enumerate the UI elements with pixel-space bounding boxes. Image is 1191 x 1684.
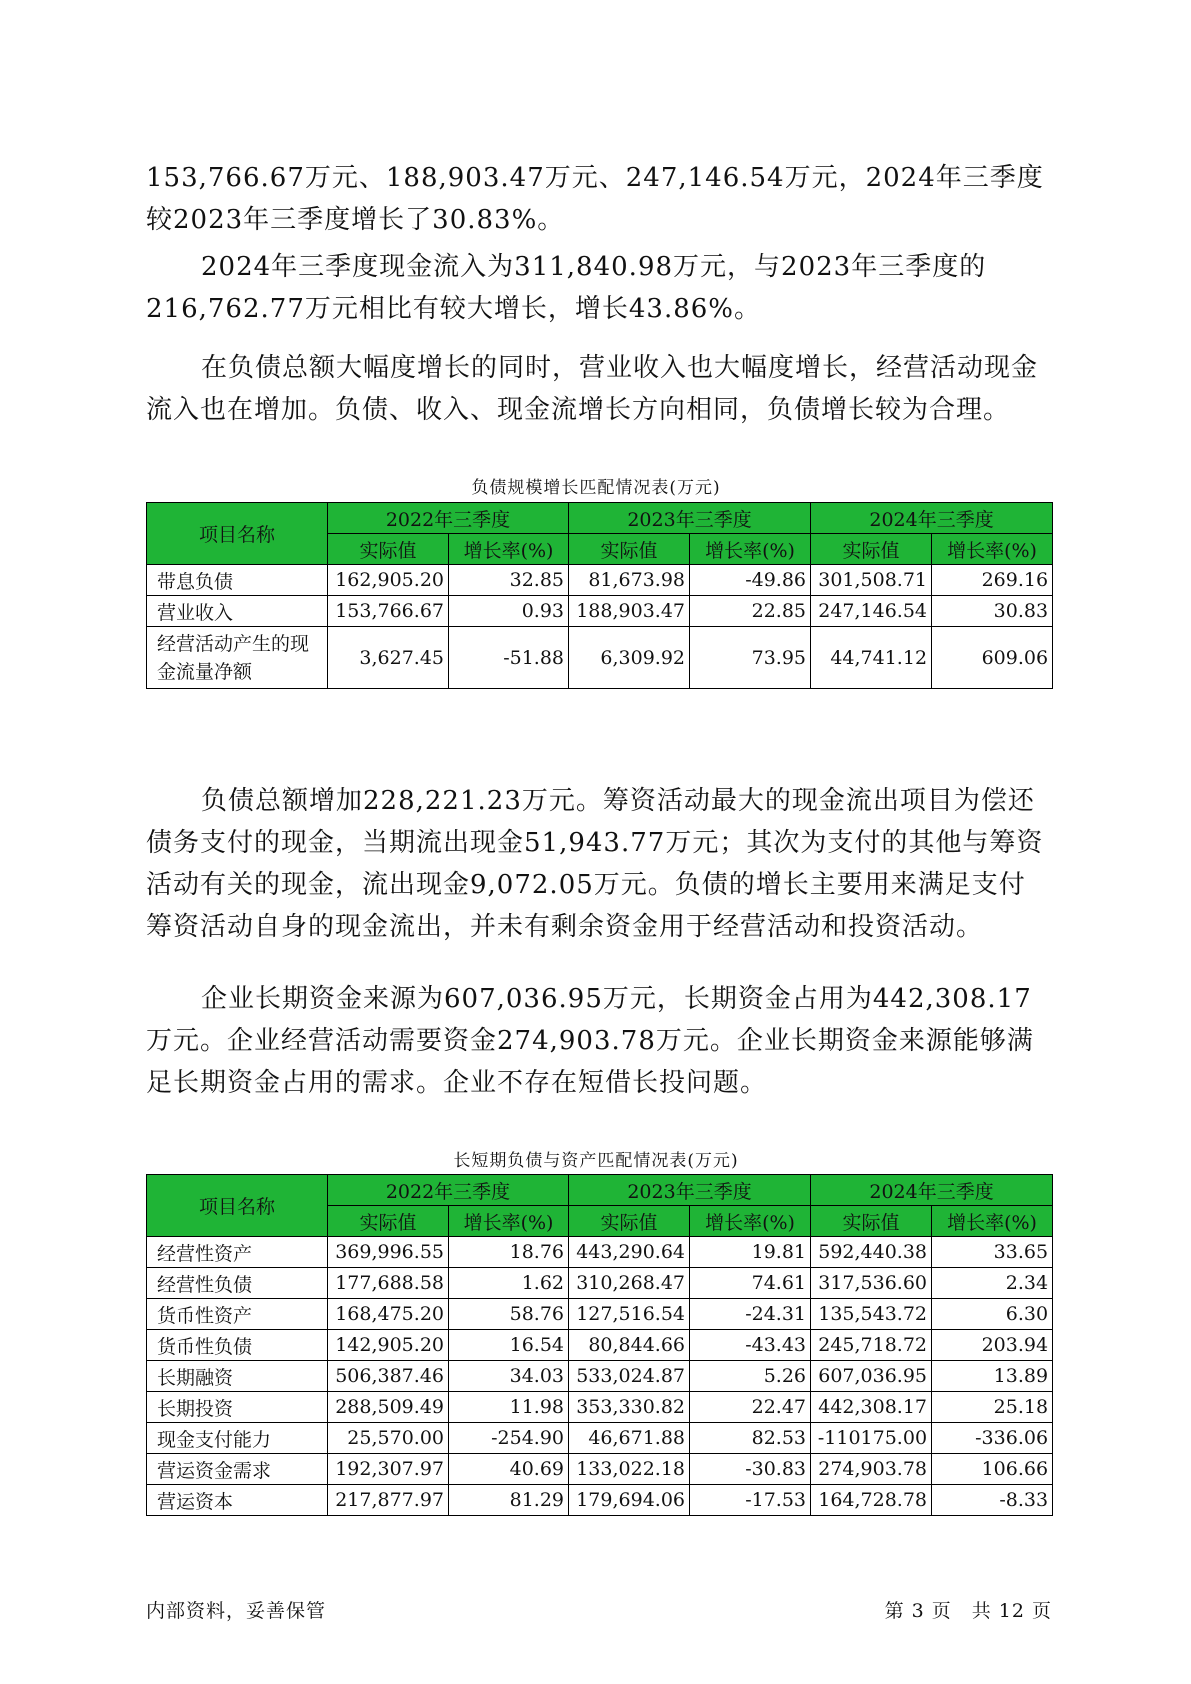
header-item-name: 项目名称 (147, 1175, 328, 1237)
table2-caption: 长短期负债与资产匹配情况表(万元) (453, 1151, 739, 1171)
row-name: 货币性资产 (147, 1299, 328, 1330)
footer-page-number: 第 3 页 共 12 页 (884, 1600, 1052, 1622)
cell-growth: 203.94 (932, 1330, 1053, 1361)
cell-growth: 18.76 (449, 1237, 569, 1268)
cell-actual: 353,330.82 (569, 1392, 690, 1423)
cell-growth: -336.06 (932, 1423, 1053, 1454)
cell-actual: 44,741.12 (811, 627, 932, 689)
header-item-name: 项目名称 (147, 503, 328, 565)
cell-growth: 22.47 (690, 1392, 811, 1423)
row-name: 经营性资产 (147, 1237, 328, 1268)
table-row (147, 1485, 1053, 1516)
cell-growth: 19.81 (690, 1237, 811, 1268)
header-period-2024: 2024年三季度 (811, 503, 1053, 534)
header-period-2023: 2023年三季度 (569, 503, 811, 534)
table-row (147, 1330, 1053, 1361)
cell-growth: 32.85 (449, 565, 569, 596)
cell-actual: 179,694.06 (569, 1485, 690, 1516)
cell-growth: -17.53 (690, 1485, 811, 1516)
cell-actual: 288,509.49 (328, 1392, 449, 1423)
header-actual: 实际值 (569, 534, 690, 565)
cell-growth: -30.83 (690, 1454, 811, 1485)
header-actual: 实际值 (811, 1206, 932, 1237)
paragraph-5: 企业长期资金来源为607,036.95万元，长期资金占用为442,308.17万元。企业经营活动需要资金274,903.78万元。企业长期资金来源能够满足长期资金占用的需求。企业不存在短借长投问题。 (146, 984, 1034, 1098)
header-growth: 增长率(%) (449, 534, 569, 565)
cell-actual: 168,475.20 (328, 1299, 449, 1330)
table-row (147, 1299, 1053, 1330)
table-row (147, 596, 1053, 627)
cell-growth: 11.98 (449, 1392, 569, 1423)
cell-actual: 310,268.47 (569, 1268, 690, 1299)
row-name: 长期投资 (147, 1392, 328, 1423)
table-row (147, 565, 1053, 596)
cell-growth: 82.53 (690, 1423, 811, 1454)
header-actual: 实际值 (328, 534, 449, 565)
cell-growth: -8.33 (932, 1485, 1053, 1516)
cell-growth: 6.30 (932, 1299, 1053, 1330)
cell-actual: 6,309.92 (569, 627, 690, 689)
cell-actual: 127,516.54 (569, 1299, 690, 1330)
cell-growth: 1.62 (449, 1268, 569, 1299)
cell-growth: 22.85 (690, 596, 811, 627)
paragraph-3: 在负债总额大幅度增长的同时，营业收入也大幅度增长，经营活动现金流入也在增加。负债、收入、现金流增长方向相同，负债增长较为合理。 (146, 353, 1039, 425)
cell-growth: 34.03 (449, 1361, 569, 1392)
cell-actual: 301,508.71 (811, 565, 932, 596)
cell-actual: 177,688.58 (328, 1268, 449, 1299)
cell-growth: -254.90 (449, 1423, 569, 1454)
cell-actual: 533,024.87 (569, 1361, 690, 1392)
cell-growth: 33.65 (932, 1237, 1053, 1268)
cell-actual: 133,022.18 (569, 1454, 690, 1485)
header-period-2024: 2024年三季度 (811, 1175, 1053, 1206)
cell-actual: 442,308.17 (811, 1392, 932, 1423)
cell-actual: -110175.00 (811, 1423, 932, 1454)
cell-actual: 164,728.78 (811, 1485, 932, 1516)
cell-growth: -49.86 (690, 565, 811, 596)
table-row (147, 1268, 1053, 1299)
cell-growth: 25.18 (932, 1392, 1053, 1423)
header-growth: 增长率(%) (690, 534, 811, 565)
row-name: 现金支付能力 (147, 1423, 328, 1454)
cell-actual: 25,570.00 (328, 1423, 449, 1454)
footer-confidential-note: 内部资料，妥善保管 (146, 1600, 327, 1622)
header-growth: 增长率(%) (449, 1206, 569, 1237)
cell-growth: -43.43 (690, 1330, 811, 1361)
cell-actual: 443,290.64 (569, 1237, 690, 1268)
cell-actual: 317,536.60 (811, 1268, 932, 1299)
row-name: 营运资本 (147, 1485, 328, 1516)
table1-caption: 负债规模增长匹配情况表(万元) (471, 478, 721, 498)
header-growth: 增长率(%) (690, 1206, 811, 1237)
header-actual: 实际值 (811, 534, 932, 565)
header-actual: 实际值 (328, 1206, 449, 1237)
cell-actual: 142,905.20 (328, 1330, 449, 1361)
paragraph-4: 负债总额增加228,221.23万元。筹资活动最大的现金流出项目为偿还债务支付的现金，当期流出现金51,943.77万元；其次为支付的其他与筹资活动有关的现金，流出现金9,072.05万元。负债的增长主要用来满足支付筹资活动自身的现金流出，并未有剩余资金用于经营活动和投资活动。 (146, 786, 1044, 942)
table-row (147, 1237, 1053, 1268)
cell-actual: 247,146.54 (811, 596, 932, 627)
cell-growth: 269.16 (932, 565, 1053, 596)
table-row (147, 1454, 1053, 1485)
cell-actual: 81,673.98 (569, 565, 690, 596)
cell-actual: 135,543.72 (811, 1299, 932, 1330)
cell-actual: 192,307.97 (328, 1454, 449, 1485)
table-row (147, 1423, 1053, 1454)
cell-growth: 609.06 (932, 627, 1053, 689)
cell-growth: 30.83 (932, 596, 1053, 627)
cell-actual: 162,905.20 (328, 565, 449, 596)
row-name: 带息负债 (147, 565, 328, 596)
paragraph-2: 2024年三季度现金流入为311,840.98万元，与2023年三季度的216,762.77万元相比有较大增长，增长43.86%。 (146, 252, 987, 324)
header-period-2022: 2022年三季度 (328, 503, 569, 534)
cell-growth: 0.93 (449, 596, 569, 627)
table-row (147, 1392, 1053, 1423)
cell-growth: 58.76 (449, 1299, 569, 1330)
cell-growth: 16.54 (449, 1330, 569, 1361)
header-period-2022: 2022年三季度 (328, 1175, 569, 1206)
row-name: 长期融资 (147, 1361, 328, 1392)
cell-actual: 506,387.46 (328, 1361, 449, 1392)
cell-actual: 3,627.45 (328, 627, 449, 689)
cell-growth: 5.26 (690, 1361, 811, 1392)
cell-actual: 217,877.97 (328, 1485, 449, 1516)
cell-actual: 592,440.38 (811, 1237, 932, 1268)
cell-growth: 2.34 (932, 1268, 1053, 1299)
cell-growth: -24.31 (690, 1299, 811, 1330)
cell-actual: 188,903.47 (569, 596, 690, 627)
cell-actual: 153,766.67 (328, 596, 449, 627)
cell-actual: 245,718.72 (811, 1330, 932, 1361)
table-row (147, 627, 1053, 689)
row-name: 货币性负债 (147, 1330, 328, 1361)
debt-asset-match-table (146, 1174, 1053, 1516)
debt-growth-table (146, 502, 1053, 689)
table-row (147, 1361, 1053, 1392)
cell-actual: 46,671.88 (569, 1423, 690, 1454)
row-name: 经营性负债 (147, 1268, 328, 1299)
cell-growth: 106.66 (932, 1454, 1053, 1485)
cell-growth: 74.61 (690, 1268, 811, 1299)
row-name: 经营活动产生的现金流量净额 (147, 627, 328, 689)
header-growth: 增长率(%) (932, 1206, 1053, 1237)
cell-actual: 607,036.95 (811, 1361, 932, 1392)
cell-actual: 274,903.78 (811, 1454, 932, 1485)
cell-growth: 81.29 (449, 1485, 569, 1516)
row-name: 营业收入 (147, 596, 328, 627)
cell-growth: -51.88 (449, 627, 569, 689)
paragraph-1: 153,766.67万元、188,903.47万元、247,146.54万元，2024年三季度较2023年三季度增长了30.83%。 (146, 163, 1044, 235)
row-name: 营运资金需求 (147, 1454, 328, 1485)
cell-actual: 369,996.55 (328, 1237, 449, 1268)
cell-growth: 13.89 (932, 1361, 1053, 1392)
header-actual: 实际值 (569, 1206, 690, 1237)
cell-growth: 73.95 (690, 627, 811, 689)
cell-actual: 80,844.66 (569, 1330, 690, 1361)
cell-growth: 40.69 (449, 1454, 569, 1485)
header-period-2023: 2023年三季度 (569, 1175, 811, 1206)
header-growth: 增长率(%) (932, 534, 1053, 565)
